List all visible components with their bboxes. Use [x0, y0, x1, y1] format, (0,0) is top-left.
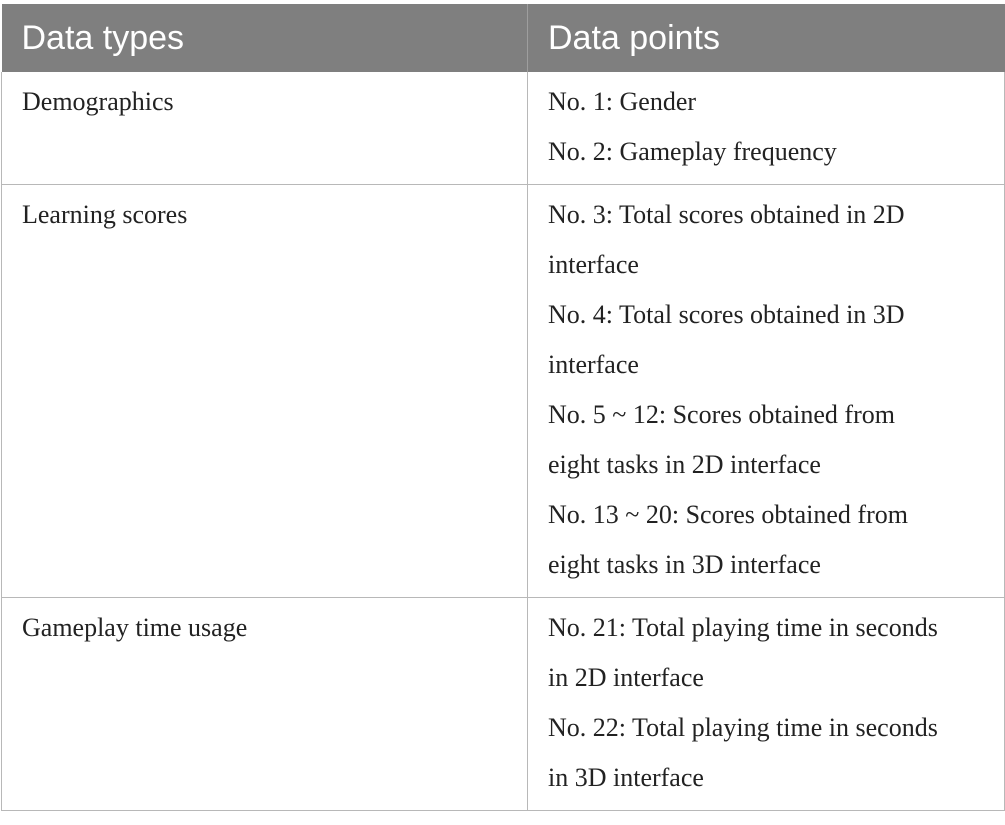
- data-point-line: No. 5 ~ 12: Scores obtained from: [548, 400, 895, 429]
- data-point-line: eight tasks in 2D interface: [548, 450, 821, 479]
- data-point-line: No. 13 ~ 20: Scores obtained from: [548, 500, 908, 529]
- data-point-line: in 2D interface: [548, 663, 704, 692]
- data-point-line: interface: [548, 250, 639, 279]
- table-header: [2, 4, 1005, 72]
- data-points-cell: [528, 185, 1005, 598]
- data-type-cell: Gameplay time usage: [2, 598, 528, 811]
- data-points-cell: [528, 598, 1005, 811]
- data-point-line: No. 3: Total scores obtained in 2D: [548, 200, 905, 229]
- data-point-line: in 3D interface: [548, 763, 704, 792]
- data-point-line: eight tasks in 3D interface: [548, 550, 821, 579]
- data-point-line: No. 2: Gameplay frequency: [548, 137, 837, 166]
- data-table: [1, 4, 1005, 811]
- data-point-line: No. 4: Total scores obtained in 3D: [548, 300, 905, 329]
- data-point-line: interface: [548, 350, 639, 379]
- data-point-line: No. 22: Total playing time in seconds: [548, 713, 938, 742]
- header-data-points: Data points: [528, 4, 1005, 72]
- table-row: [2, 598, 1005, 811]
- table-row: [2, 72, 1005, 185]
- table-row: [2, 185, 1005, 598]
- data-points-cell: [528, 72, 1005, 185]
- header-row: [2, 4, 1005, 72]
- data-type-cell: Learning scores: [2, 185, 528, 598]
- data-type-cell: Demographics: [2, 72, 528, 185]
- data-point-line: No. 21: Total playing time in seconds: [548, 613, 938, 642]
- header-data-types: Data types: [2, 4, 528, 72]
- table-body: [2, 72, 1005, 811]
- data-point-line: No. 1: Gender: [548, 87, 697, 116]
